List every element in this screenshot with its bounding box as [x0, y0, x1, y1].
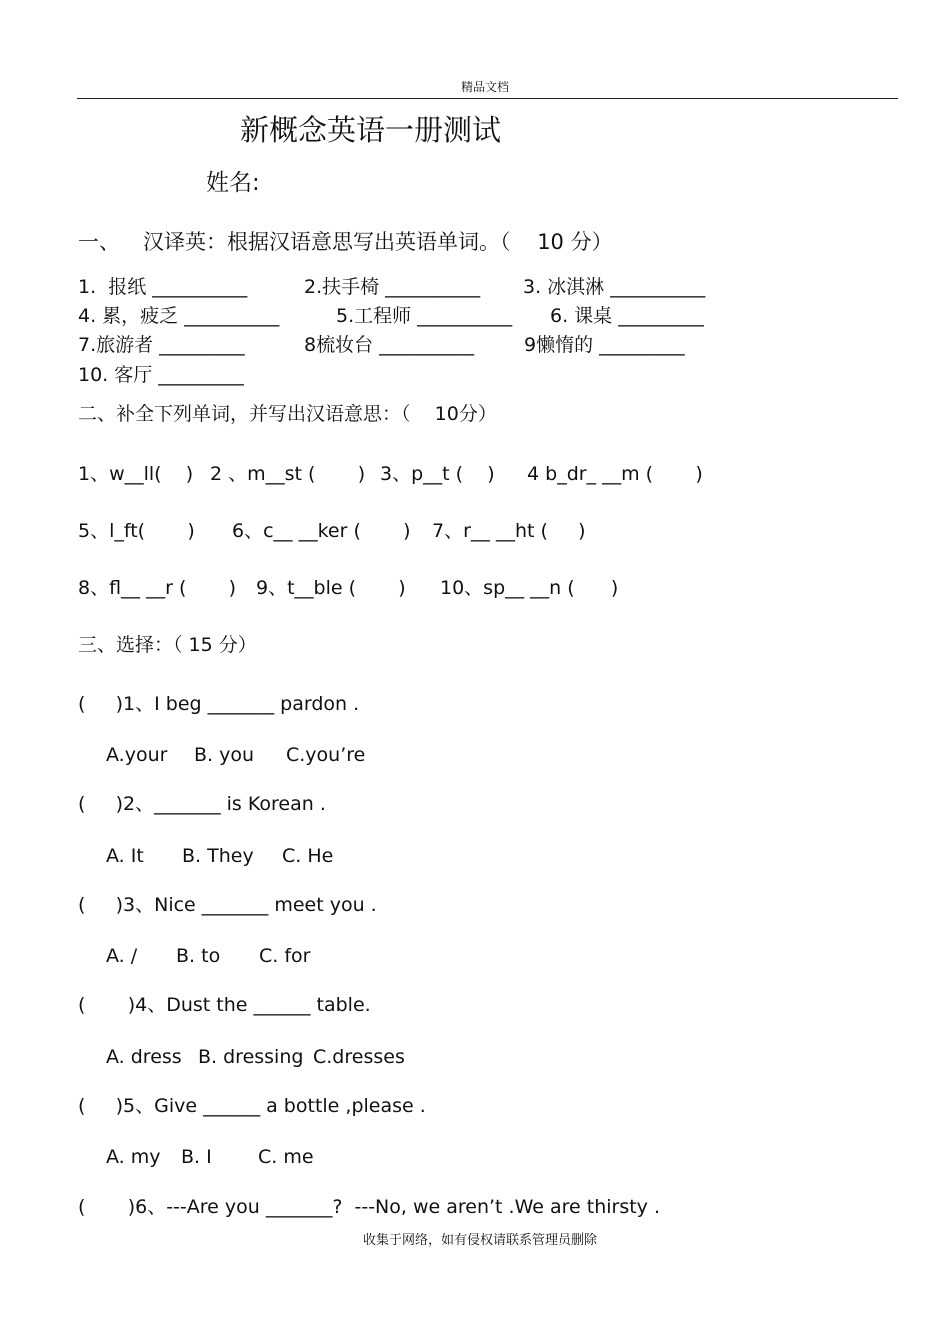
s2-item-3: 3、p__t ( )	[380, 463, 495, 485]
q2-stem: ( )2、_______ is Korean .	[78, 793, 326, 815]
q3-option-b: B. to	[176, 945, 221, 967]
s2-item-9: 9、t__ble ( )	[256, 577, 406, 599]
s1-item-3: 3. 冰淇淋 __________	[523, 276, 706, 298]
q3-option-a: A. /	[106, 945, 138, 967]
s2-item-5: 5、l_ft( )	[78, 520, 195, 542]
q1-option-b: B. you	[194, 744, 255, 766]
q1-option-a: A.your	[106, 744, 168, 766]
s2-item-2: 2 、m__st ( )	[210, 463, 366, 485]
section1-number: 一、	[78, 230, 120, 254]
s1-item-2: 2.扶手椅 __________	[304, 276, 481, 298]
q4-option-c: C.dresses	[313, 1046, 405, 1068]
q6-stem: ( )6、---Are you _______? ---No, we aren’t .We are thirsty .	[78, 1196, 661, 1218]
q5-option-b: B. I	[181, 1146, 212, 1168]
s2-item-1: 1、w__ll( )	[78, 463, 194, 485]
s1-item-8: 8梳妆台 __________	[304, 334, 475, 356]
q4-option-a: A. dress	[106, 1046, 182, 1068]
s1-item-5: 5.工程师 __________	[336, 305, 513, 327]
page-header-label: 精品文档	[460, 80, 509, 94]
q4-option-b: B. dressing	[198, 1046, 304, 1068]
header-divider	[77, 98, 898, 99]
q5-option-a: A. my	[106, 1146, 161, 1168]
q4-stem: ( )4、Dust the ______ table.	[78, 994, 371, 1016]
q1-option-c: C.you’re	[286, 744, 366, 766]
s2-item-4: 4 b_dr_ __m ( )	[527, 463, 703, 485]
q2-option-b: B. They	[182, 845, 254, 867]
page-footer-label: 收集于网络，如有侵权请联系管理员删除	[362, 1233, 597, 1248]
q2-option-a: A. It	[106, 845, 144, 867]
s2-item-7: 7、r__ __ht ( )	[432, 520, 586, 542]
q1-stem: ( )1、I beg _______ pardon .	[78, 693, 360, 715]
page-title: 新概念英语一册测试	[240, 113, 502, 147]
q5-stem: ( )5、Give ______ a bottle ,please .	[78, 1095, 426, 1117]
q3-stem: ( )3、Nice _______ meet you .	[78, 894, 377, 916]
s1-item-4: 4. 累，疲乏 __________	[78, 305, 280, 327]
s1-item-7: 7.旅游者 _________	[78, 334, 245, 356]
s2-item-8: 8、fl__ __r ( )	[78, 577, 237, 599]
q3-option-c: C. for	[259, 945, 311, 967]
section3-heading: 三、选择：（ 15 分）	[78, 634, 257, 656]
s1-item-10: 10. 客厅 _________	[78, 364, 244, 386]
s1-item-6: 6. 课桌 _________	[550, 305, 704, 327]
q2-option-c: C. He	[282, 845, 334, 867]
section2-heading: 二、补全下列单词，并写出汉语意思：（ 10分）	[78, 403, 497, 425]
s2-item-6: 6、c__ __ker ( )	[232, 520, 411, 542]
name-label: 姓名:	[206, 170, 260, 196]
s1-item-9: 9懒惰的 _________	[524, 334, 685, 356]
s1-item-1: 1. 报纸 __________	[78, 276, 248, 298]
q5-option-c: C. me	[258, 1146, 314, 1168]
section1-heading: 汉译英：根据汉语意思写出英语单词。（ 10 分）	[143, 230, 613, 254]
s2-item-10: 10、sp__ __n ( )	[440, 577, 619, 599]
